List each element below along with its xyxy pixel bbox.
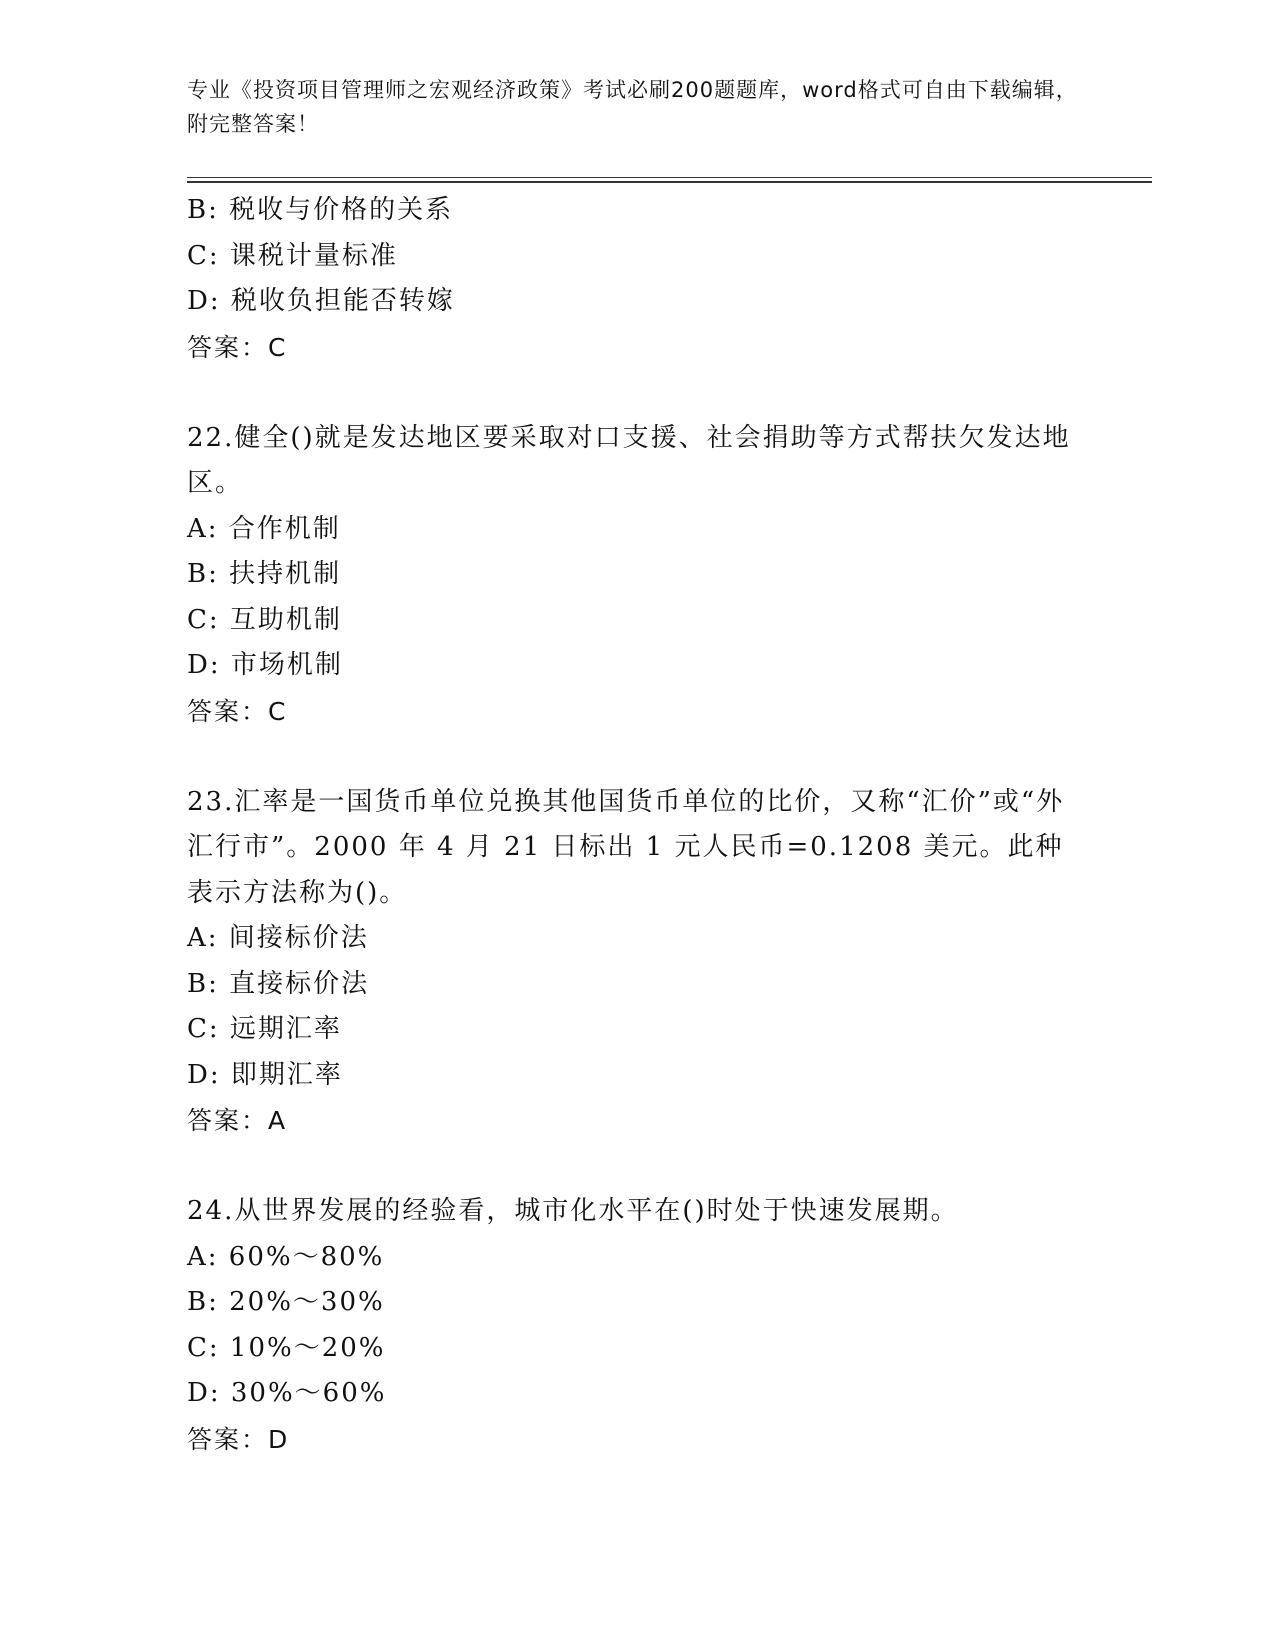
question-text: 23.汇率是一国货币单位兑换其他国货币单位的比价，又称“汇价”或“外汇行市”。2000 年 4 月 21 日标出 1 元人民币=0.1208 美元。此种表示方法称为()。 bbox=[187, 786, 1065, 908]
option-b: B: 直接标价法 bbox=[187, 968, 370, 999]
header-rule-thin bbox=[187, 177, 1152, 178]
option-c: C: 互助机制 bbox=[187, 604, 342, 635]
document-header: 专业《投资项目管理师之宏观经济政策》考试必刷200题题库，word格式可自由下载编辑，附完整答案！ bbox=[187, 78, 1078, 136]
option-a: A: 间接标价法 bbox=[187, 923, 369, 953]
option-c: C: 10%～20% bbox=[187, 1332, 386, 1363]
option-d: D: 即期汇率 bbox=[187, 1059, 343, 1090]
answer-line: 答案：A bbox=[187, 1106, 288, 1135]
option-c: C: 远期汇率 bbox=[187, 1014, 342, 1044]
option-a: A: 合作机制 bbox=[187, 513, 341, 544]
option-b: B: 税收与价格的关系 bbox=[187, 195, 454, 225]
option-d: D: 30%～60% bbox=[187, 1378, 387, 1408]
answer-line: 答案：D bbox=[187, 1424, 290, 1454]
option-d: D: 税收负担能否转嫁 bbox=[187, 286, 455, 316]
header-rule-thick bbox=[187, 181, 1152, 183]
option-d: D: 市场机制 bbox=[187, 650, 343, 680]
question-22 bbox=[187, 416, 1087, 735]
answer-line: 答案：C bbox=[187, 696, 288, 726]
question-text: 24.从世界发展的经验看，城市化水平在()时处于快速发展期。 bbox=[187, 1196, 959, 1226]
question-content bbox=[187, 188, 1087, 1462]
option-c: C: 课税计量标准 bbox=[187, 240, 398, 271]
option-a: A: 60%～80% bbox=[187, 1241, 385, 1272]
answer-line: 答案：C bbox=[187, 332, 288, 362]
question-24 bbox=[187, 1189, 1087, 1462]
option-b: B: 扶持机制 bbox=[187, 559, 342, 589]
option-b: B: 20%～30% bbox=[187, 1287, 385, 1317]
previous-question-tail bbox=[187, 188, 1087, 370]
question-text: 22.健全()就是发达地区要采取对口支援、社会捐助等方式帮扶欠发达地区。 bbox=[187, 422, 1071, 498]
question-23 bbox=[187, 780, 1087, 1144]
